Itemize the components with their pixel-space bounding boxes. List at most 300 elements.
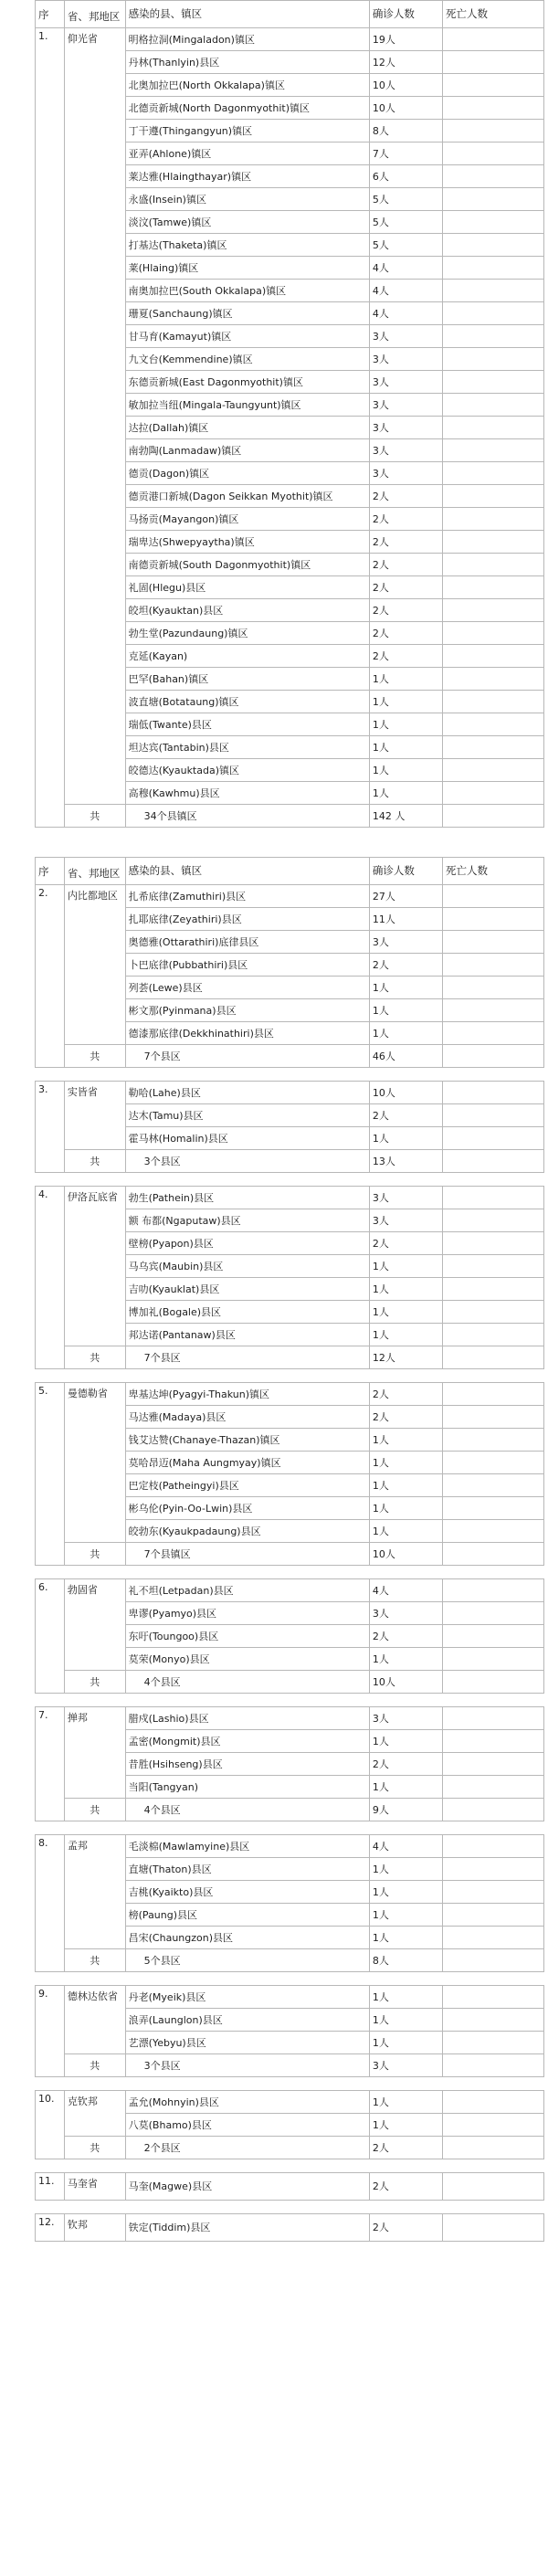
row-deaths (442, 931, 543, 954)
row-area: 德漆那底律(Dekkhinathiri)县区 (125, 1022, 369, 1045)
row-deaths (442, 1082, 543, 1104)
row-confirmed: 1人 (369, 1255, 442, 1278)
row-area: 艺漂(Yebyu)县区 (125, 2032, 369, 2054)
row-deaths (442, 1474, 543, 1497)
header-deaths: 死亡人数 (442, 858, 543, 885)
row-deaths (442, 462, 543, 485)
group-separator (36, 1068, 544, 1082)
row-area: 北奥加拉巴(North Okkalapa)镇区 (125, 74, 369, 97)
row-deaths (442, 1255, 543, 1278)
total-deaths (442, 1346, 543, 1369)
row-area: 吉桃(Kyaikto)县区 (125, 1881, 369, 1904)
row-area: 德贡(Dagon)镇区 (125, 462, 369, 485)
row-area: 马达雅(Madaya)县区 (125, 1406, 369, 1429)
row-area: 毛淡棉(Mawlamyine)县区 (125, 1835, 369, 1858)
row-area: 卑基达坤(Pyagyi-Thakun)镇区 (125, 1383, 369, 1406)
row-confirmed: 2人 (369, 1753, 442, 1776)
row-confirmed: 1人 (369, 1022, 442, 1045)
table-row (36, 1579, 544, 1602)
row-seq: 12. (36, 2214, 65, 2242)
total-area: 7个县镇区 (125, 1543, 369, 1566)
row-deaths (442, 302, 543, 325)
row-area: 勃生(Pathein)县区 (125, 1187, 369, 1209)
row-deaths (442, 759, 543, 782)
row-confirmed: 3人 (369, 462, 442, 485)
row-state: 德林达依省 (64, 1986, 125, 2054)
row-deaths (442, 1127, 543, 1150)
row-confirmed: 1人 (369, 713, 442, 736)
row-deaths (442, 371, 543, 394)
row-deaths (442, 1858, 543, 1881)
table-row (36, 2214, 544, 2242)
row-area: 敏加拉当纽(Mingala-Taungyunt)镇区 (125, 394, 369, 417)
row-area: 浪弄(Launglon)县区 (125, 2009, 369, 2032)
row-deaths (442, 211, 543, 234)
row-area: 莫哈昂迈(Maha Aungmyay)镇区 (125, 1452, 369, 1474)
row-confirmed: 1人 (369, 1881, 442, 1904)
row-state: 曼德勒省 (64, 1383, 125, 1543)
row-deaths (442, 713, 543, 736)
row-confirmed: 2人 (369, 485, 442, 508)
table-row (36, 885, 544, 908)
row-deaths (442, 1520, 543, 1543)
row-confirmed: 2人 (369, 954, 442, 977)
total-deaths (442, 1671, 543, 1694)
table-row (36, 1835, 544, 1858)
table-row (36, 1082, 544, 1104)
row-deaths (442, 1187, 543, 1209)
group-separator (36, 1972, 544, 1986)
row-deaths (442, 554, 543, 576)
row-seq: 6. (36, 1579, 65, 1694)
row-area: 孟密(Mongmit)县区 (125, 1730, 369, 1753)
row-deaths (442, 120, 543, 143)
table-row (36, 1187, 544, 1209)
row-confirmed: 1人 (369, 1278, 442, 1301)
row-area: 波直塘(Botataung)镇区 (125, 691, 369, 713)
total-label: 共 (64, 2137, 125, 2159)
row-confirmed: 1人 (369, 1497, 442, 1520)
row-area: 南奥加拉巴(South Okkalapa)镇区 (125, 280, 369, 302)
separator-cell (36, 1068, 544, 1082)
row-deaths (442, 645, 543, 668)
row-confirmed: 1人 (369, 1324, 442, 1346)
total-row (36, 1543, 544, 1566)
row-confirmed: 2人 (369, 531, 442, 554)
row-deaths (442, 1625, 543, 1648)
row-deaths (442, 1324, 543, 1346)
row-confirmed: 1人 (369, 2114, 442, 2137)
row-deaths (442, 1579, 543, 1602)
row-area: 巴罕(Bahan)镇区 (125, 668, 369, 691)
total-area: 7个县区 (125, 1045, 369, 1068)
row-deaths (442, 1278, 543, 1301)
row-deaths (442, 348, 543, 371)
row-area: 永盛(Insein)镇区 (125, 188, 369, 211)
total-row (36, 1949, 544, 1972)
separator-cell (36, 2159, 544, 2173)
total-label: 共 (64, 1949, 125, 1972)
total-deaths (442, 2137, 543, 2159)
row-deaths (442, 977, 543, 999)
row-confirmed: 1人 (369, 999, 442, 1022)
total-area: 5个县区 (125, 1949, 369, 1972)
row-deaths (442, 51, 543, 74)
document (35, 0, 544, 2242)
row-confirmed: 2人 (369, 2173, 442, 2201)
row-confirmed: 2人 (369, 554, 442, 576)
row-deaths (442, 2009, 543, 2032)
row-area: 当阳(Tangyan) (125, 1776, 369, 1799)
row-area: 昔胜(Hsihseng)县区 (125, 1753, 369, 1776)
row-seq: 8. (36, 1835, 65, 1972)
row-deaths (442, 599, 543, 622)
row-confirmed: 4人 (369, 1579, 442, 1602)
total-confirmed: 8人 (369, 1949, 442, 1972)
row-deaths (442, 782, 543, 805)
row-area: 霍马林(Homalin)县区 (125, 1127, 369, 1150)
row-deaths (442, 1232, 543, 1255)
row-area: 南德贡新城(South Dagonmyothit)镇区 (125, 554, 369, 576)
row-confirmed: 10人 (369, 97, 442, 120)
group-separator (36, 1694, 544, 1707)
total-area: 34个县镇区 (125, 805, 369, 828)
row-confirmed: 3人 (369, 1187, 442, 1209)
total-label: 共 (64, 1150, 125, 1173)
separator-cell (36, 1821, 544, 1835)
row-area: 彬乌伦(Pyin-Oo-Lwin)县区 (125, 1497, 369, 1520)
row-deaths (442, 668, 543, 691)
separator-cell (36, 1173, 544, 1187)
row-area: 坦达宾(Tantabin)县区 (125, 736, 369, 759)
row-area: 南勃陶(Lanmadaw)镇区 (125, 439, 369, 462)
row-state: 勃固省 (64, 1579, 125, 1671)
case-table-yangon (35, 0, 544, 828)
row-area: 高穆(Kawhmu)县区 (125, 782, 369, 805)
row-confirmed: 12人 (369, 51, 442, 74)
table-row (36, 1383, 544, 1406)
row-confirmed: 1人 (369, 1730, 442, 1753)
row-area: 德贡港口新城(Dagon Seikkan Myothit)镇区 (125, 485, 369, 508)
row-confirmed: 1人 (369, 1927, 442, 1949)
row-confirmed: 3人 (369, 348, 442, 371)
total-confirmed: 2人 (369, 2137, 442, 2159)
row-deaths (442, 1452, 543, 1474)
row-confirmed: 2人 (369, 622, 442, 645)
total-row (36, 1671, 544, 1694)
row-confirmed: 2人 (369, 1406, 442, 1429)
total-confirmed: 13人 (369, 1150, 442, 1173)
row-deaths (442, 2114, 543, 2137)
row-deaths (442, 1429, 543, 1452)
row-deaths (442, 1730, 543, 1753)
row-area: 达木(Tamu)县区 (125, 1104, 369, 1127)
row-deaths (442, 74, 543, 97)
row-state: 仰光省 (64, 28, 125, 805)
row-area: 扎耶底律(Zeyathiri)县区 (125, 908, 369, 931)
row-area: 丹林(Thanlyin)县区 (125, 51, 369, 74)
row-area: 亚弄(Ahlone)镇区 (125, 143, 369, 165)
header-confirmed: 确诊人数 (369, 858, 442, 885)
row-area: 丹老(Myeik)县区 (125, 1986, 369, 2009)
total-row (36, 2137, 544, 2159)
row-confirmed: 1人 (369, 782, 442, 805)
row-seq: 1. (36, 28, 65, 828)
row-area: 巴定枝(Patheingyi)县区 (125, 1474, 369, 1497)
row-confirmed: 4人 (369, 1835, 442, 1858)
row-deaths (442, 1904, 543, 1927)
total-confirmed: 10人 (369, 1543, 442, 1566)
total-deaths (442, 1543, 543, 1566)
row-confirmed: 3人 (369, 1602, 442, 1625)
row-area: 北德贡新城(North Dagonmyothit)镇区 (125, 97, 369, 120)
total-row (36, 1799, 544, 1821)
row-confirmed: 10人 (369, 74, 442, 97)
row-deaths (442, 394, 543, 417)
row-area: 克延(Kayan) (125, 645, 369, 668)
separator-cell (36, 1566, 544, 1579)
total-label: 共 (64, 1671, 125, 1694)
group-separator (36, 1566, 544, 1579)
row-area: 皎勃东(Kyaukpadaung)县区 (125, 1520, 369, 1543)
total-area: 4个县区 (125, 1799, 369, 1821)
row-deaths (442, 2214, 543, 2242)
row-area: 马奎(Magwe)县区 (125, 2173, 369, 2201)
total-label: 共 (64, 1799, 125, 1821)
row-confirmed: 7人 (369, 143, 442, 165)
row-area: 扎希底律(Zamuthiri)县区 (125, 885, 369, 908)
total-row (36, 2054, 544, 2077)
separator-cell (36, 2077, 544, 2091)
row-deaths (442, 2091, 543, 2114)
row-state: 钦邦 (64, 2214, 125, 2242)
row-deaths (442, 143, 543, 165)
total-deaths (442, 1799, 543, 1821)
row-area: 明格拉洞(Mingaladon)镇区 (125, 28, 369, 51)
row-area: 达拉(Dallah)镇区 (125, 417, 369, 439)
total-label: 共 (64, 2054, 125, 2077)
row-confirmed: 3人 (369, 417, 442, 439)
row-area: 壁榜(Pyapon)县区 (125, 1232, 369, 1255)
header-row (36, 858, 544, 885)
row-area: 彬文那(Pyinmana)县区 (125, 999, 369, 1022)
table-gap (35, 828, 544, 857)
row-deaths (442, 188, 543, 211)
row-state: 内比都地区 (64, 885, 125, 1045)
row-confirmed: 2人 (369, 576, 442, 599)
total-label: 共 (64, 1346, 125, 1369)
row-confirmed: 1人 (369, 2009, 442, 2032)
total-confirmed: 3人 (369, 2054, 442, 2077)
row-confirmed: 11人 (369, 908, 442, 931)
row-confirmed: 1人 (369, 1452, 442, 1474)
row-area: 东吁(Toungoo)县区 (125, 1625, 369, 1648)
total-row (36, 1045, 544, 1068)
row-confirmed: 5人 (369, 188, 442, 211)
row-confirmed: 5人 (369, 211, 442, 234)
total-area: 3个县区 (125, 1150, 369, 1173)
row-area: 淡汶(Tamwe)镇区 (125, 211, 369, 234)
row-seq: 5. (36, 1383, 65, 1566)
row-confirmed: 1人 (369, 2032, 442, 2054)
row-area: 勃生堂(Pazundaung)镇区 (125, 622, 369, 645)
group-separator (36, 1821, 544, 1835)
row-area: 东德贡新城(East Dagonmyothit)镇区 (125, 371, 369, 394)
separator-cell (36, 1694, 544, 1707)
row-confirmed: 2人 (369, 599, 442, 622)
row-state: 实皆省 (64, 1082, 125, 1150)
total-deaths (442, 1949, 543, 1972)
total-row (36, 805, 544, 828)
row-confirmed: 8人 (369, 120, 442, 143)
row-state: 克钦邦 (64, 2091, 125, 2137)
row-seq: 9. (36, 1986, 65, 2077)
row-deaths (442, 691, 543, 713)
row-deaths (442, 508, 543, 531)
row-area: 皎德达(Kyauktada)镇区 (125, 759, 369, 782)
row-area: 莫荣(Monyo)县区 (125, 1648, 369, 1671)
total-deaths (442, 1150, 543, 1173)
total-label: 共 (64, 1543, 125, 1566)
row-confirmed: 4人 (369, 280, 442, 302)
total-deaths (442, 805, 543, 828)
total-row (36, 1346, 544, 1369)
row-confirmed: 4人 (369, 257, 442, 280)
row-confirmed: 3人 (369, 1209, 442, 1232)
group-separator (36, 1369, 544, 1383)
row-confirmed: 1人 (369, 691, 442, 713)
row-deaths (442, 257, 543, 280)
row-deaths (442, 280, 543, 302)
case-table-regions (35, 857, 544, 2242)
row-confirmed: 3人 (369, 439, 442, 462)
row-area: 钱艾达赞(Chanaye-Thazan)镇区 (125, 1429, 369, 1452)
total-confirmed: 46人 (369, 1045, 442, 1068)
row-confirmed: 1人 (369, 668, 442, 691)
row-confirmed: 3人 (369, 394, 442, 417)
row-confirmed: 6人 (369, 165, 442, 188)
row-area: 孟允(Mohnyin)县区 (125, 2091, 369, 2114)
row-area: 直塘(Thaton)县区 (125, 1858, 369, 1881)
row-state: 掸邦 (64, 1707, 125, 1799)
row-confirmed: 1人 (369, 1127, 442, 1150)
total-label: 共 (64, 1045, 125, 1068)
row-deaths (442, 1648, 543, 1671)
row-confirmed: 2人 (369, 1104, 442, 1127)
row-deaths (442, 234, 543, 257)
row-area: 卜巴底律(Pubbathiri)县区 (125, 954, 369, 977)
row-deaths (442, 1986, 543, 2009)
row-deaths (442, 2032, 543, 2054)
row-deaths (442, 999, 543, 1022)
total-confirmed: 9人 (369, 1799, 442, 1821)
group-separator (36, 2077, 544, 2091)
row-deaths (442, 1835, 543, 1858)
row-confirmed: 1人 (369, 1648, 442, 1671)
row-confirmed: 3人 (369, 931, 442, 954)
row-area: 礼固(Hlegu)县区 (125, 576, 369, 599)
row-area: 邦达诺(Pantanaw)县区 (125, 1324, 369, 1346)
row-area: 列荟(Lewe)县区 (125, 977, 369, 999)
row-confirmed: 5人 (369, 234, 442, 257)
row-confirmed: 1人 (369, 1776, 442, 1799)
row-deaths (442, 576, 543, 599)
row-confirmed: 1人 (369, 1520, 442, 1543)
total-area: 7个县区 (125, 1346, 369, 1369)
row-area: 莱达雅(Hlaingthayar)镇区 (125, 165, 369, 188)
header-row (36, 1, 544, 28)
total-deaths (442, 2054, 543, 2077)
total-area: 4个县区 (125, 1671, 369, 1694)
row-state: 马奎省 (64, 2173, 125, 2201)
row-deaths (442, 1406, 543, 1429)
row-area: 吉叻(Kyauklat)县区 (125, 1278, 369, 1301)
row-deaths (442, 1497, 543, 1520)
header-state: 省、邦地区 (64, 858, 125, 885)
header-seq: 序 (36, 1, 65, 28)
row-deaths (442, 908, 543, 931)
row-deaths (442, 2173, 543, 2201)
row-deaths (442, 485, 543, 508)
row-confirmed: 2人 (369, 645, 442, 668)
separator-cell (36, 1972, 544, 1986)
row-confirmed: 1人 (369, 1986, 442, 2009)
row-area: 皎坦(Kyauktan)县区 (125, 599, 369, 622)
row-confirmed: 2人 (369, 1383, 442, 1406)
table-row (36, 1986, 544, 2009)
row-confirmed: 10人 (369, 1082, 442, 1104)
row-seq: 7. (36, 1707, 65, 1821)
row-confirmed: 1人 (369, 1858, 442, 1881)
row-confirmed: 2人 (369, 1625, 442, 1648)
row-area: 腊戍(Lashio)县区 (125, 1707, 369, 1730)
row-area: 八莫(Bhamo)县区 (125, 2114, 369, 2137)
table-row (36, 28, 544, 51)
row-deaths (442, 28, 543, 51)
header-deaths: 死亡人数 (442, 1, 543, 28)
row-deaths (442, 1927, 543, 1949)
row-area: 昌宋(Chaungzon)县区 (125, 1927, 369, 1949)
row-deaths (442, 97, 543, 120)
total-confirmed: 12人 (369, 1346, 442, 1369)
row-area: 莱(Hlaing)镇区 (125, 257, 369, 280)
total-deaths (442, 1045, 543, 1068)
row-seq: 2. (36, 885, 65, 1068)
table-row (36, 1707, 544, 1730)
row-deaths (442, 1753, 543, 1776)
separator-cell (36, 2201, 544, 2214)
table-row (36, 2091, 544, 2114)
row-area: 博加礼(Bogale)县区 (125, 1301, 369, 1324)
row-confirmed: 1人 (369, 1301, 442, 1324)
row-deaths (442, 885, 543, 908)
row-confirmed: 1人 (369, 2091, 442, 2114)
row-area: 奥德雅(Ottarathiri)底律县区 (125, 931, 369, 954)
row-area: 瑞卑达(Shwepyaytha)镇区 (125, 531, 369, 554)
row-confirmed: 19人 (369, 28, 442, 51)
row-deaths (442, 325, 543, 348)
row-deaths (442, 1301, 543, 1324)
row-area: 卑谬(Pyamyo)县区 (125, 1602, 369, 1625)
row-deaths (442, 954, 543, 977)
row-confirmed: 2人 (369, 1232, 442, 1255)
row-confirmed: 2人 (369, 2214, 442, 2242)
row-deaths (442, 165, 543, 188)
row-confirmed: 4人 (369, 302, 442, 325)
row-seq: 3. (36, 1082, 65, 1173)
total-area: 2个县区 (125, 2137, 369, 2159)
row-deaths (442, 1383, 543, 1406)
